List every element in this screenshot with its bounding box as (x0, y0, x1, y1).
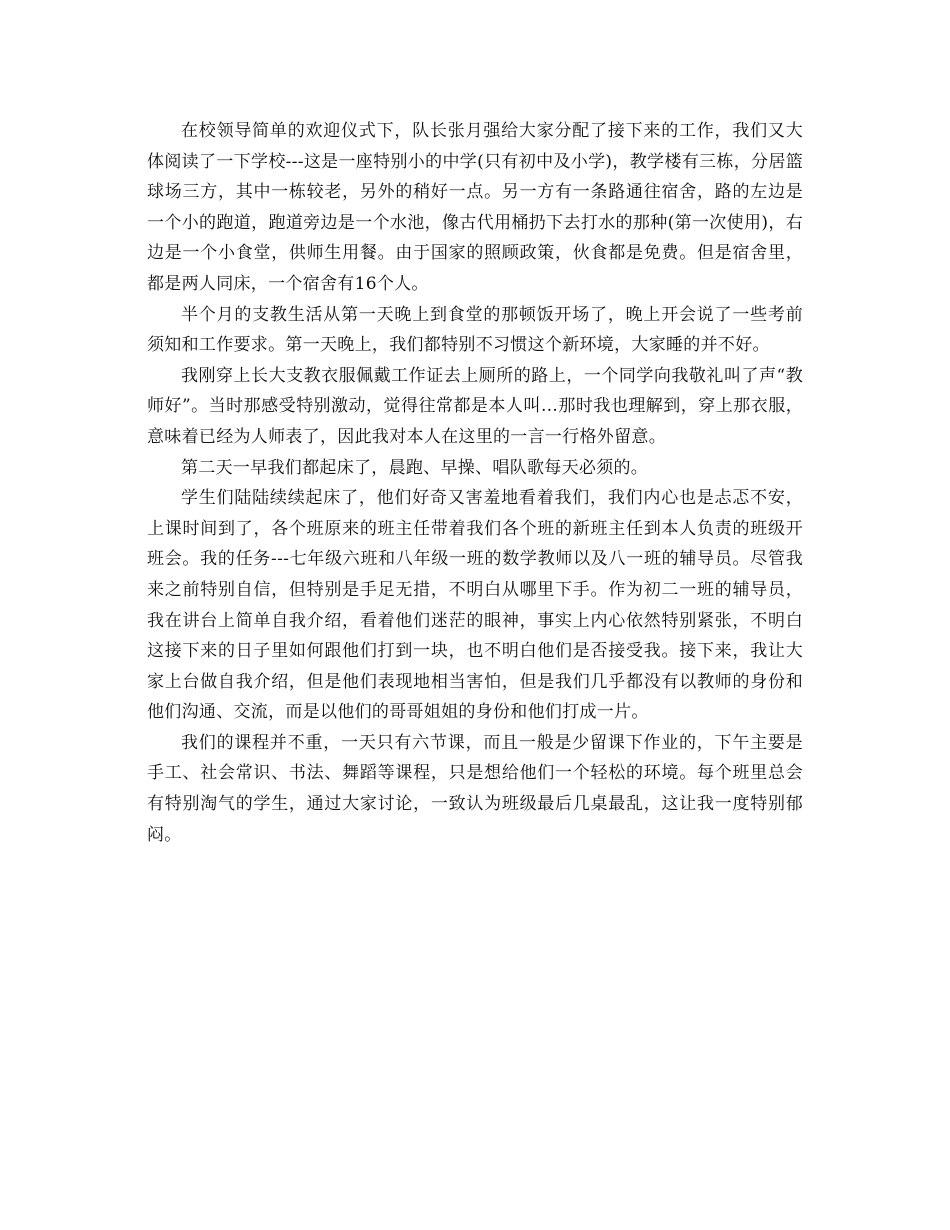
paragraph-1: 在校领导简单的欢迎仪式下，队长张月强给大家分配了接下来的工作，我们又大体阅读了一下学校---这是一座特别小的中学(只有初中及小学)，教学楼有三栋，分居篮球场三方，其中一栋较老，另外的稍好一点。另一方有一条路通往宿舍，路的左边是一个小的跑道，跑道旁边是一个水池，像古代用桶扔下去打水的那种(第一次使用)，右边是一个小食堂，供师生用餐。由于国家的照顾政策，伙食都是免费。但是宿舍里，都是两人同床，一个宿舍有16个人。 (147, 121, 803, 294)
paragraph-4: 第二天一早我们都起床了，晨跑、早操、唱队歌每天必须的。 (181, 457, 649, 478)
paragraph-6: 我们的课程并不重，一天只有六节课，而且一般是少留课下作业的，下午主要是手工、社会常识、书法、舞蹈等课程，只是想给他们一个轻松的环境。每个班里总会有特别淘气的学生，通过大家讨论，一致认为班级最后几桌最乱，这让我一度特别郁闷。 (147, 732, 803, 845)
paragraph-5: 学生们陆陆续续起床了，他们好奇又害羞地看着我们，我们内心也是忐忑不安，上课时间到了，各个班原来的班主任带着我们各个班的新班主任到本人负责的班级开班会。我的任务---七年级六班和八年级一班的数学教师以及八一班的辅导员。尽管我来之前特别自信，但特别是手足无措，不明白从哪里下手。作为初二一班的辅导员，我在讲台上简单自我介绍，看着他们迷茫的眼神，事实上内心依然特别紧张，不明白这接下来的日子里如何跟他们打到一块，也不明白他们是否接受我。接下来，我让大家上台做自我介绍，但是他们表现地相当害怕，但是我们几乎都没有以教师的身份和他们沟通、交流，而是以他们的哥哥姐姐的身份和他们打成一片。 (147, 488, 803, 723)
paragraph-3: 我刚穿上长大支教衣服佩戴工作证去上厕所的路上，一个同学向我敬礼叫了声“教师好”。当时那感受特别激动，觉得往常都是本人叫…那时我也理解到，穿上那衣服，意味着已经为人师表了，因此我对本人在这里的一言一行格外留意。 (147, 365, 803, 447)
paragraph-2: 半个月的支教生活从第一天晚上到食堂的那顿饭开场了，晚上开会说了一些考前须知和工作要求。第一天晚上，我们都特别不习惯这个新环境，大家睡的并不好。 (147, 304, 803, 356)
document-body (147, 116, 803, 850)
